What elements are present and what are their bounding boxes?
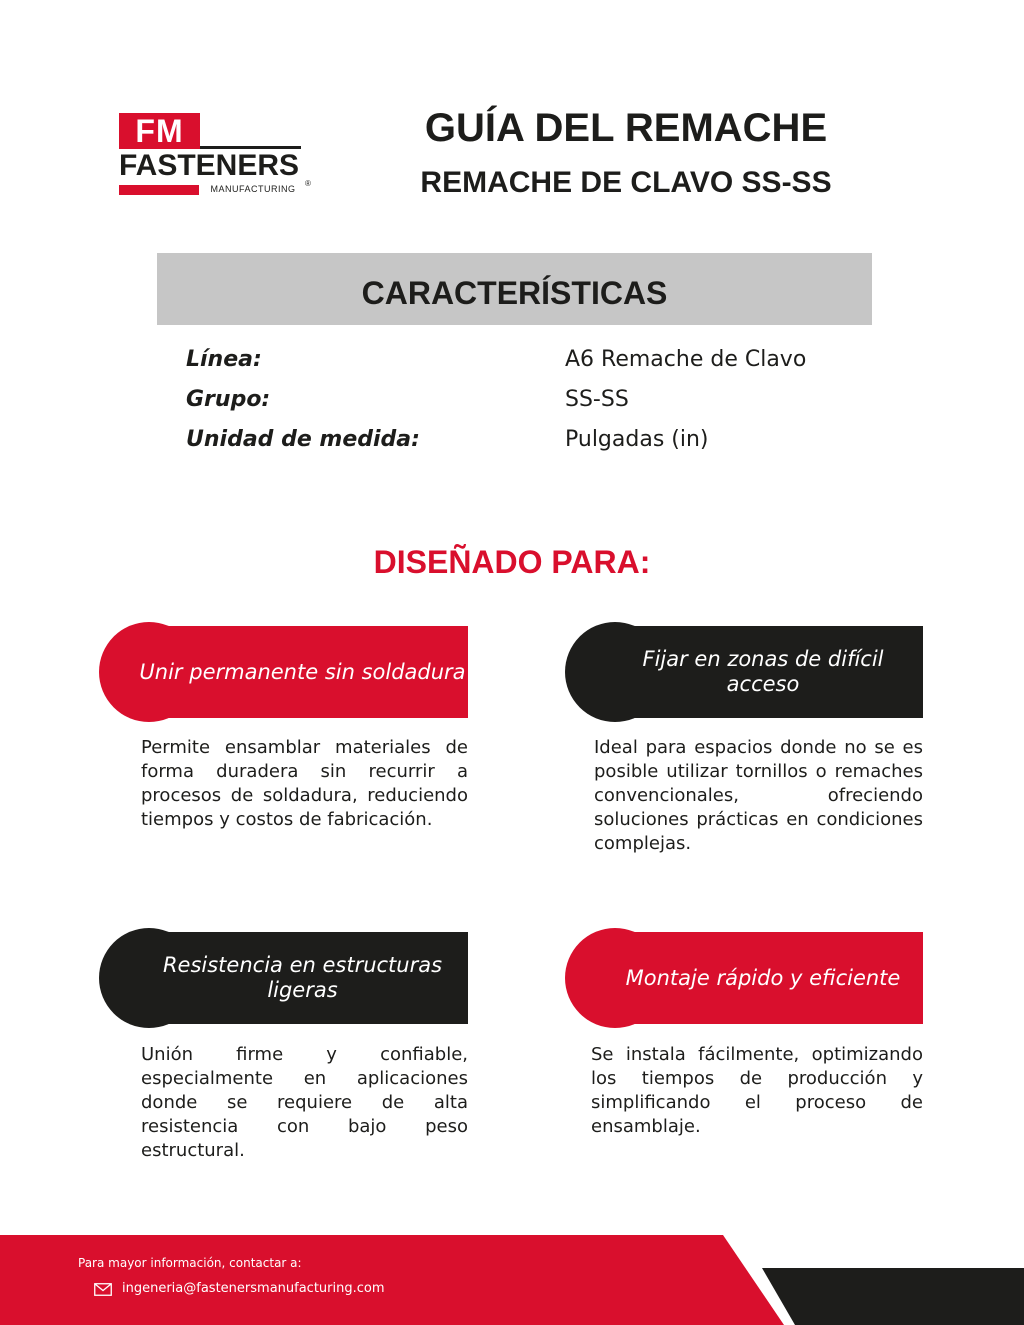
company-logo (119, 113, 319, 197)
feature-title: Fijar en zonas de difícil acceso (642, 647, 884, 696)
logo-manufacturing: MANUFACTURING (210, 184, 296, 194)
logo-red-bar (119, 185, 199, 195)
feature-title: Montaje rápido y eficiente (625, 965, 901, 990)
footer-email-link[interactable]: ingeneria@fastenersmanufacturing.com (122, 1281, 385, 1296)
spec-value: A6 Remache de Clavo (565, 347, 807, 372)
feature-description: Se instala fácilmente, optimizando los tiempos de producción y simplificando el proceso de ensamblaje. (591, 1044, 923, 1137)
feature-pill-fast-assembly (565, 928, 923, 1028)
spec-value: Pulgadas (in) (565, 427, 709, 452)
feature-title: Resistencia en estructuras ligeras (162, 953, 443, 1002)
spec-row-grupo (186, 382, 866, 418)
designed-for-heading: DISEÑADO PARA: (373, 544, 651, 580)
features-heading: CARACTERÍSTICAS (157, 253, 872, 325)
spec-row-linea (186, 342, 866, 378)
feature-pill-hard-access (565, 622, 923, 722)
mail-icon (94, 1283, 112, 1296)
feature-title: Unir permanente sin soldadura (139, 659, 466, 684)
feature-pill-light-structures (99, 928, 468, 1028)
feature-description: Unión firme y confiable, especialmente en aplicaciones donde se requiere de alta resistencia con bajo peso estructural. (141, 1044, 468, 1161)
feature-description: Ideal para espacios donde no se es posible utilizar tornillos o remaches convencionales, ofreciendo soluciones prácticas en condiciones complejas. (594, 737, 923, 854)
spec-row-unidad (186, 422, 866, 458)
feature-description: Permite ensamblar materiales de forma duradera sin recurrir a procesos de soldadura, reduciendo tiempos y costos de fabricación. (141, 737, 468, 830)
spec-label: Grupo: (186, 387, 271, 412)
spec-value: SS-SS (565, 387, 629, 412)
page-title: GUÍA DEL REMACHE (424, 106, 828, 150)
spec-label: Línea: (186, 347, 262, 372)
logo-fasteners: FASTENERS (119, 149, 300, 182)
logo-fm: FM (119, 113, 200, 149)
footer-contact-text: Para mayor información, contactar a: (78, 1256, 302, 1270)
page-subtitle: REMACHE DE CLAVO SS-SS (420, 166, 832, 199)
spec-label: Unidad de medida: (186, 427, 420, 452)
feature-pill-permanent-join (99, 622, 468, 722)
logo-registered-mark: ® (305, 179, 311, 188)
